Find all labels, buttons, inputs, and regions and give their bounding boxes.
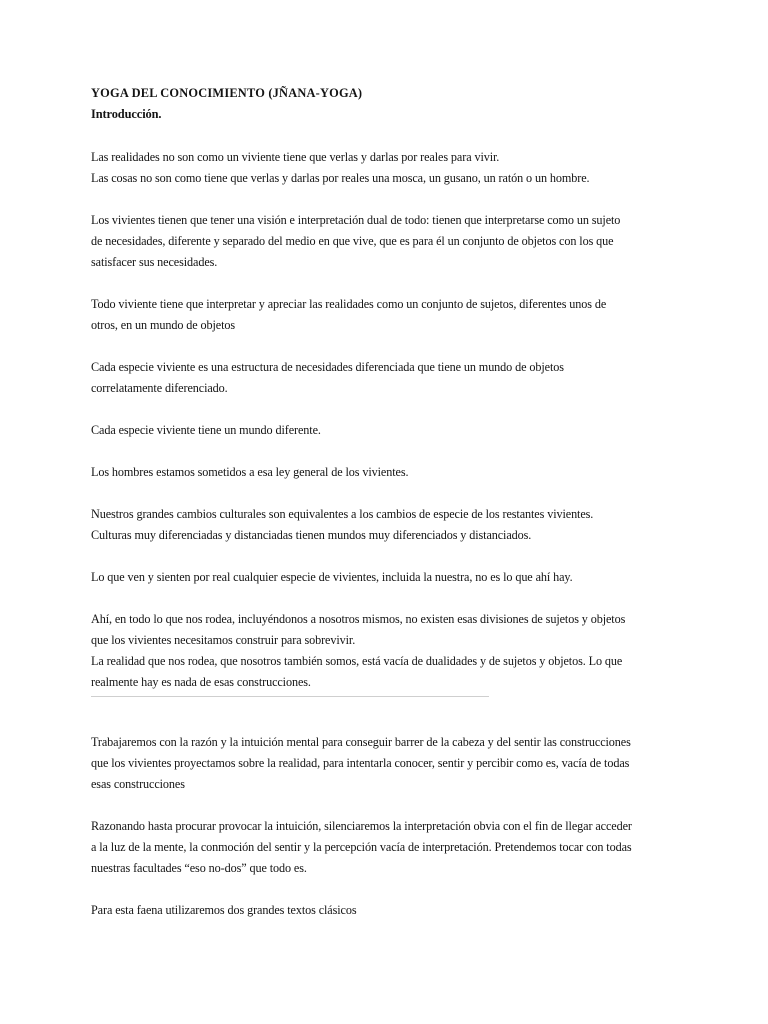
document-subtitle: Introducción. bbox=[91, 107, 162, 121]
paragraph-line: Lo que ven y sienten por real cualquier especie de vivientes, incluida la nuestra, no es lo que ahí hay. bbox=[91, 570, 573, 584]
paragraph-line: Las realidades no son como un viviente tiene que verlas y darlas por reales para vivir. bbox=[91, 150, 500, 164]
paragraph bbox=[91, 357, 691, 399]
paragraph-line: Cada especie viviente es una estructura de necesidades diferenciada que tiene un mundo de objetos bbox=[91, 360, 564, 374]
paragraphs-before-divider bbox=[91, 147, 691, 693]
paragraph-line: realmente hay es nada de esas construcciones. bbox=[91, 675, 311, 689]
paragraph bbox=[91, 462, 691, 483]
paragraph-line: La realidad que nos rodea, que nosotros también somos, está vacía de dualidades y de sujetos y objetos. Lo que bbox=[91, 654, 623, 668]
paragraph-line: satisfacer sus necesidades. bbox=[91, 255, 218, 269]
paragraph-line: Ahí, en todo lo que nos rodea, incluyéndonos a nosotros mismos, no existen esas divisiones de sujetos y objetos bbox=[91, 612, 626, 626]
paragraph-line: a la luz de la mente, la conmoción del sentir y la percepción vacía de interpretación. Pretendemos tocar con todas bbox=[91, 840, 632, 854]
paragraph bbox=[91, 900, 691, 921]
paragraph bbox=[91, 294, 691, 336]
paragraph bbox=[91, 504, 691, 546]
document-title: YOGA DEL CONOCIMIENTO (JÑANA-YOGA) bbox=[91, 86, 363, 100]
paragraph-line: Los hombres estamos sometidos a esa ley general de los vivientes. bbox=[91, 465, 409, 479]
paragraph bbox=[91, 147, 691, 189]
paragraphs-after-divider bbox=[91, 732, 691, 921]
paragraph-line: correlatamente diferenciado. bbox=[91, 381, 228, 395]
paragraph bbox=[91, 732, 691, 795]
paragraph bbox=[91, 609, 691, 693]
paragraph-line: Cada especie viviente tiene un mundo diferente. bbox=[91, 423, 321, 437]
document-body bbox=[91, 84, 691, 693]
paragraph-line: Todo viviente tiene que interpretar y apreciar las realidades como un conjunto de sujetos, diferentes unos de bbox=[91, 297, 607, 311]
paragraph-line: otros, en un mundo de objetos bbox=[91, 318, 236, 332]
paragraph-line: Los vivientes tienen que tener una visión e interpretación dual de todo: tienen que interpretarse como un sujeto bbox=[91, 213, 621, 227]
paragraph-line: Las cosas no son como tiene que verlas y darlas por reales una mosca, un gusano, un ratón o un hombre. bbox=[91, 171, 590, 185]
paragraph bbox=[91, 567, 691, 588]
paragraph-line: nuestras facultades “eso no-dos” que todo es. bbox=[91, 861, 307, 875]
paragraph bbox=[91, 816, 691, 879]
paragraph-line: Para esta faena utilizaremos dos grandes textos clásicos bbox=[91, 903, 357, 917]
paragraph bbox=[91, 210, 691, 273]
paragraph-line: Nuestros grandes cambios culturales son equivalentes a los cambios de especie de los restantes vivientes. bbox=[91, 507, 594, 521]
paragraph-line: Culturas muy diferenciadas y distanciadas tienen mundos muy diferenciados y distanciados. bbox=[91, 528, 532, 542]
paragraph-line: de necesidades, diferente y separado del medio en que vive, que es para él un conjunto de objetos con los que bbox=[91, 234, 614, 248]
paragraph-line: Trabajaremos con la razón y la intuición mental para conseguir barrer de la cabeza y del sentir las construcciones bbox=[91, 735, 631, 749]
paragraph-line: que los vivientes necesitamos construir para sobrevivir. bbox=[91, 633, 356, 647]
section-divider bbox=[91, 696, 489, 697]
paragraph-line: esas construcciones bbox=[91, 777, 185, 791]
paragraph bbox=[91, 420, 691, 441]
document-body-continued bbox=[91, 732, 691, 921]
paragraph-line: que los vivientes proyectamos sobre la realidad, para intentarla conocer, sentir y percibir como es, vacía de todas bbox=[91, 756, 630, 770]
paragraph-line: Razonando hasta procurar provocar la intuición, silenciaremos la interpretación obvia con el fin de llegar acceder bbox=[91, 819, 632, 833]
